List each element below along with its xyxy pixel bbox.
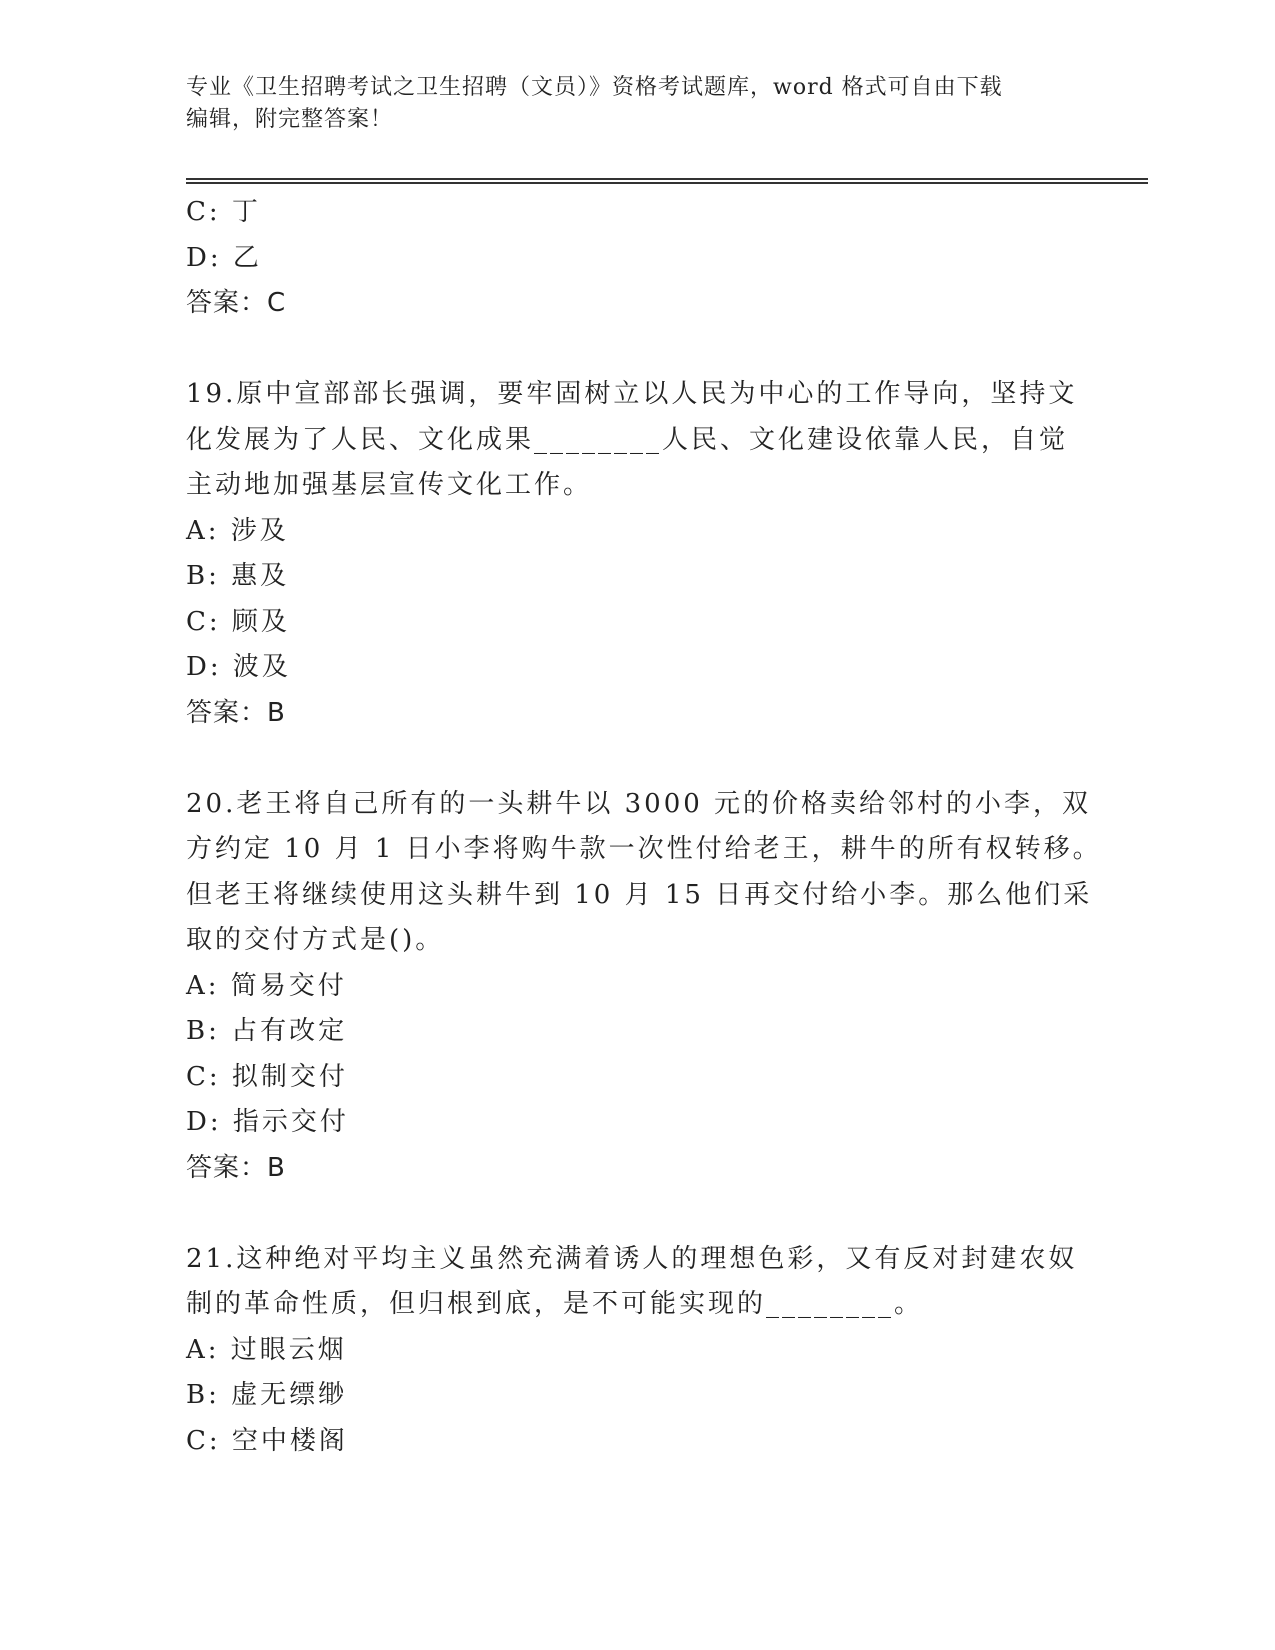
answer-line: 答案：B [186,697,286,728]
header-line-2: 编辑，附完整答案！ [186,107,394,132]
option-a: A: 涉及 [186,515,289,546]
option-c: C: 拟制交付 [186,1061,348,1092]
question-text-line: 19.原中宣部部长强调，要牢固树立以人民为中心的工作导向，坚持文 [186,379,1078,409]
option-d: D: 波及 [186,652,291,682]
option-b: B: 占有改定 [186,1016,348,1046]
previous-question-tail [186,190,1086,327]
option-a: A: 过眼云烟 [186,1334,347,1365]
question-20 [186,782,1102,1192]
question-content [186,190,1102,1464]
option-b: B: 惠及 [186,561,290,591]
header-divider-bottom [186,182,1148,184]
question-text-line: 但老王将继续使用这头耕牛到 10 月 15 日再交付给小李。那么他们采 [186,879,1093,910]
question-text-line: 方约定 10 月 1 日小李将购牛款一次性付给老王，耕牛的所有权转移。 [186,834,1102,864]
option-c: C: 空中楼阁 [186,1425,348,1456]
spacer [186,736,1086,782]
option-b: B: 虚无缥缈 [186,1380,348,1410]
spacer [186,327,1086,373]
option-d: D: 指示交付 [186,1107,349,1137]
answer-line: 答案：B [186,1152,286,1183]
question-text-line: 取的交付方式是()。 [186,925,445,955]
question-21 [186,1237,1086,1465]
option-a: A: 简易交付 [186,970,347,1001]
question-19 [186,372,1086,736]
option-c: C: 丁 [186,197,261,227]
question-text-line: 20.老王将自己所有的一头耕牛以 3000 元的价格卖给邻村的小李，双 [186,788,1092,819]
spacer [186,1191,1086,1237]
answer-line: 答案：C [186,288,287,318]
option-d: D: 乙 [186,242,262,273]
question-text-line: 主动地加强基层宣传文化工作。 [186,470,593,500]
header-line-1: 专业《卫生招聘考试之卫生招聘（文员）》资格考试题库，word 格式可自由下载 [186,75,1003,100]
question-text-line: 21.这种绝对平均主义虽然充满着诱人的理想色彩，又有反对封建农奴 [186,1243,1078,1274]
document-header [186,72,1086,136]
question-text-line: 制的革命性质，但归根到底，是不可能实现的________。 [186,1289,924,1319]
question-text-line: 化发展为了人民、文化成果________人民、文化建设依靠人民，自觉 [186,424,1069,455]
header-divider-top [186,178,1148,180]
option-c: C: 顾及 [186,606,290,637]
